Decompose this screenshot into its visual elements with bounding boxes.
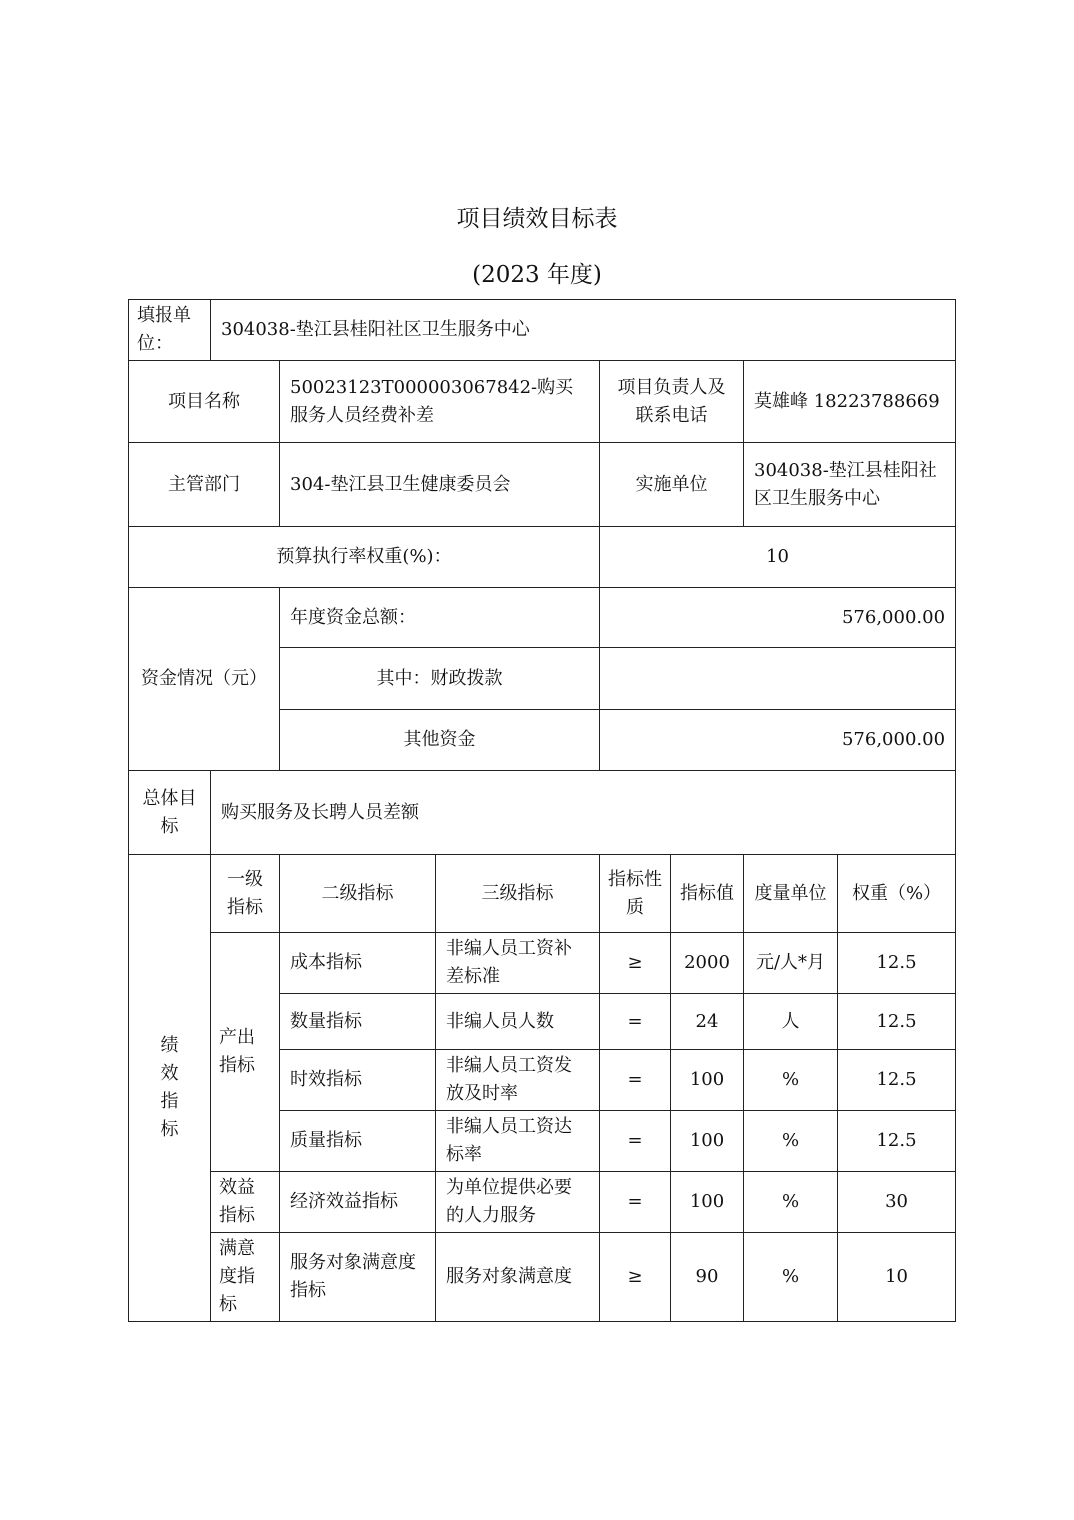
row-value: 2000 [671,933,744,994]
budget-weight-value: 10 [600,527,956,588]
funds-total-row [129,588,956,648]
row-value: 100 [671,1111,744,1172]
unit-label: 填报单位： [129,300,211,361]
row-weight: 12.5 [838,933,956,994]
row-unit: % [744,1111,838,1172]
performance-target-table [128,299,956,1322]
row-nature: ≥ [600,1233,671,1322]
goal-label: 总体目标 [129,771,211,855]
row-weight: 10 [838,1233,956,1322]
funds-other-value: 576,000.00 [600,710,956,771]
row-value: 100 [671,1172,744,1233]
budget-row [129,527,956,588]
row-level3: 为单位提供必要的人力服务 [436,1172,600,1233]
row-value: 24 [671,994,744,1050]
project-name-label: 项目名称 [129,361,280,443]
project-leader-label: 项目负责人及联系电话 [600,361,744,443]
dept-label: 主管部门 [129,443,280,527]
header-level3: 三级指标 [436,855,600,933]
indicator-header-row [129,855,956,933]
goal-value: 购买服务及长聘人员差额 [211,771,956,855]
dept-row [129,443,956,527]
goal-row [129,771,956,855]
funds-other-label: 其他资金 [280,710,600,771]
row-weight: 12.5 [838,1111,956,1172]
dept-value: 304-垫江县卫生健康委员会 [280,443,600,527]
header-unit: 度量单位 [744,855,838,933]
row-unit: 人 [744,994,838,1050]
level1-benefit: 效益指标 [211,1172,280,1233]
budget-weight-label: 预算执行率权重(%)： [129,527,600,588]
row-nature: = [600,1172,671,1233]
page-title: 项目绩效目标表 [456,206,618,232]
row-weight: 30 [838,1172,956,1233]
row-nature: = [600,1111,671,1172]
unit-value: 304038-垫江县桂阳社区卫生服务中心 [211,300,956,361]
row-unit: % [744,1233,838,1322]
funds-total-label: 年度资金总额： [280,588,600,648]
row-level2: 服务对象满意度指标 [280,1233,436,1322]
row-level2: 数量指标 [280,994,436,1050]
row-unit: % [744,1050,838,1111]
row-level2: 经济效益指标 [280,1172,436,1233]
row-level3: 非编人员工资达标率 [436,1111,600,1172]
row-level2: 时效指标 [280,1050,436,1111]
row-value: 100 [671,1050,744,1111]
row-weight: 12.5 [838,1050,956,1111]
page-subtitle-year: (2023 年度) [472,262,602,288]
header-level1: 一级指标 [211,855,280,933]
impl-unit-label: 实施单位 [600,443,744,527]
row-level3: 非编人员工资补差标准 [436,933,600,994]
row-weight: 12.5 [838,994,956,1050]
row-level2: 成本指标 [280,933,436,994]
row-level3: 服务对象满意度 [436,1233,600,1322]
funds-fiscal-label: 其中：财政拨款 [280,648,600,710]
level1-output: 产出指标 [211,933,280,1172]
project-row [129,361,956,443]
project-leader-value: 莫雄峰 18223788669 [744,361,956,443]
row-nature: = [600,994,671,1050]
row-level3: 非编人员工资发放及时率 [436,1050,600,1111]
indicator-section-label-text: 绩效指标 [160,1035,179,1140]
unit-row [129,300,956,361]
table-row [129,933,956,994]
header-weight: 权重（%） [838,855,956,933]
project-name-value: 50023123T000003067842-购买服务人员经费补差 [280,361,600,443]
row-nature: ≥ [600,933,671,994]
header-level2: 二级指标 [280,855,436,933]
funds-fiscal-value [600,648,956,710]
header-nature: 指标性质 [600,855,671,933]
level1-satisfaction: 满意度指标 [211,1233,280,1322]
row-unit: % [744,1172,838,1233]
indicator-section-label [129,855,211,1322]
row-value: 90 [671,1233,744,1322]
row-level3: 非编人员人数 [436,994,600,1050]
funds-total-value: 576,000.00 [600,588,956,648]
table-row [129,1233,956,1322]
row-unit: 元/人*月 [744,933,838,994]
impl-unit-value: 304038-垫江县桂阳社区卫生服务中心 [744,443,956,527]
header-value: 指标值 [671,855,744,933]
row-nature: = [600,1050,671,1111]
funds-label: 资金情况（元） [129,588,280,771]
row-level2: 质量指标 [280,1111,436,1172]
table-row [129,1172,956,1233]
